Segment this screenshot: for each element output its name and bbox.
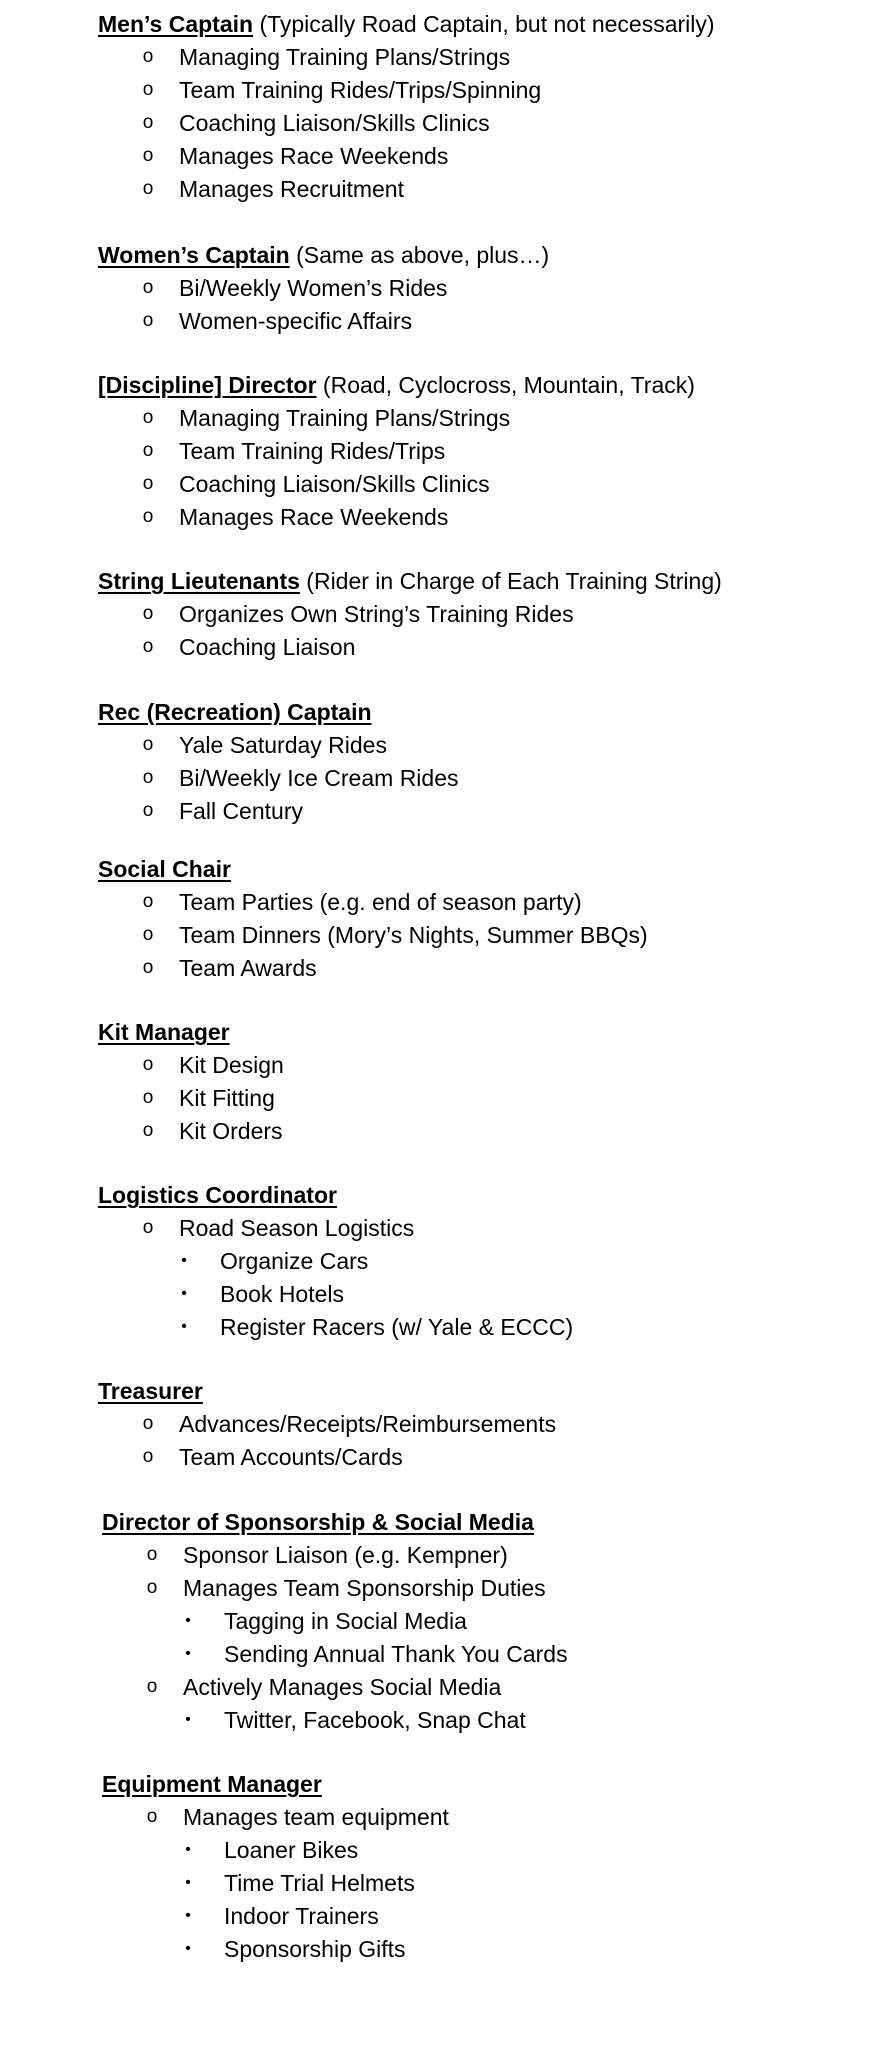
list-item-label: Team Parties (e.g. end of season party) xyxy=(179,889,582,915)
bullet-circle-icon: o xyxy=(142,924,154,945)
list-item-label: Sponsor Liaison (e.g. Kempner) xyxy=(183,1542,508,1568)
bullet-circle-icon: o xyxy=(142,178,154,199)
bullet-circle-icon: o xyxy=(142,1054,154,1075)
list-item-label: Organizes Own String’s Training Rides xyxy=(179,601,574,627)
bullet-circle-icon: o xyxy=(146,1806,158,1827)
bullet-circle-icon: o xyxy=(142,767,154,788)
list-item-label: Team Training Rides/Trips/Spinning xyxy=(179,77,542,103)
list-item-label: Kit Orders xyxy=(179,1118,283,1144)
section-title: Equipment Manager xyxy=(102,1771,322,1797)
bullet-circle-icon: o xyxy=(146,1544,158,1565)
list-item-label: Actively Manages Social Media xyxy=(183,1674,502,1700)
list-item-label: Bi/Weekly Women’s Rides xyxy=(179,275,448,301)
bullet-dot-icon: • xyxy=(185,1907,191,1924)
list-item-label: Managing Training Plans/Strings xyxy=(179,44,511,70)
list-item-label: Team Accounts/Cards xyxy=(179,1444,403,1470)
bullet-circle-icon: o xyxy=(142,1446,154,1467)
bullet-circle-icon: o xyxy=(146,1577,158,1598)
list-item-label: Manages Race Weekends xyxy=(179,143,449,169)
list-item-label: Manages Team Sponsorship Duties xyxy=(183,1575,546,1601)
section-heading xyxy=(102,1768,322,1800)
section-heading xyxy=(98,8,715,40)
bullet-circle-icon: o xyxy=(142,603,154,624)
bullet-dot-icon: • xyxy=(185,1645,191,1662)
section-note: (Road, Cyclocross, Mountain, Track) xyxy=(316,372,695,398)
bullet-circle-icon: o xyxy=(142,1087,154,1108)
list-item-label: Advances/Receipts/Reimbursements xyxy=(179,1411,557,1437)
bullet-dot-icon: • xyxy=(185,1940,191,1957)
bullet-circle-icon: o xyxy=(146,1676,158,1697)
section-heading xyxy=(98,1375,203,1407)
list-item-label: Manages Race Weekends xyxy=(179,504,449,530)
bullet-circle-icon: o xyxy=(142,800,154,821)
section-heading xyxy=(98,853,231,885)
list-item-label: Coaching Liaison/Skills Clinics xyxy=(179,110,490,136)
list-item-label: Book Hotels xyxy=(220,1281,345,1307)
bullet-dot-icon: • xyxy=(181,1252,187,1269)
section-note: (Rider in Charge of Each Training String) xyxy=(299,568,722,594)
section-title: Men’s Captain xyxy=(98,11,254,37)
section-heading xyxy=(98,1016,230,1048)
section-heading xyxy=(102,1506,534,1538)
section-heading xyxy=(98,696,372,728)
bullet-dot-icon: • xyxy=(185,1612,191,1629)
list-item-label: Coaching Liaison/Skills Clinics xyxy=(179,471,490,497)
list-item-label: Fall Century xyxy=(179,798,303,824)
bullet-circle-icon: o xyxy=(142,1217,154,1238)
bullet-dot-icon: • xyxy=(185,1874,191,1891)
section-title: Director of Sponsorship & Social Media xyxy=(102,1509,534,1535)
section-heading xyxy=(98,565,722,597)
bullet-circle-icon: o xyxy=(142,277,154,298)
list-item-label: Kit Design xyxy=(179,1052,284,1078)
list-item-label: Yale Saturday Rides xyxy=(179,732,387,758)
list-item-label: Women-specific Affairs xyxy=(179,308,413,334)
section-note: (Same as above, plus…) xyxy=(289,242,550,268)
section-heading xyxy=(98,369,695,401)
section-title: [Discipline] Director xyxy=(98,372,317,398)
bullet-circle-icon: o xyxy=(142,506,154,527)
list-item-label: Managing Training Plans/Strings xyxy=(179,405,511,431)
list-item-label: Tagging in Social Media xyxy=(224,1608,467,1634)
list-item-label: Loaner Bikes xyxy=(224,1837,359,1863)
bullet-circle-icon: o xyxy=(142,145,154,166)
list-item-label: Team Dinners (Mory’s Nights, Summer BBQs) xyxy=(179,922,648,948)
section-title: Social Chair xyxy=(98,856,231,882)
bullet-dot-icon: • xyxy=(181,1285,187,1302)
section-note: (Typically Road Captain, but not necessarily) xyxy=(253,11,715,37)
section-heading xyxy=(98,239,549,271)
bullet-circle-icon: o xyxy=(142,957,154,978)
section-title: Kit Manager xyxy=(98,1019,230,1045)
section-heading xyxy=(98,1179,337,1211)
list-item-label: Sponsorship Gifts xyxy=(224,1936,406,1962)
list-item-label: Indoor Trainers xyxy=(224,1903,379,1929)
list-item-label: Time Trial Helmets xyxy=(224,1870,415,1896)
bullet-circle-icon: o xyxy=(142,1413,154,1434)
list-item-label: Organize Cars xyxy=(220,1248,369,1274)
list-item-label: Bi/Weekly Ice Cream Rides xyxy=(179,765,459,791)
list-item-label: Register Racers (w/ Yale & ECCC) xyxy=(220,1314,574,1340)
bullet-circle-icon: o xyxy=(142,407,154,428)
bullet-circle-icon: o xyxy=(142,112,154,133)
bullet-circle-icon: o xyxy=(142,310,154,331)
list-item-label: Twitter, Facebook, Snap Chat xyxy=(224,1707,526,1733)
bullet-circle-icon: o xyxy=(142,79,154,100)
bullet-dot-icon: • xyxy=(185,1711,191,1728)
list-item-label: Kit Fitting xyxy=(179,1085,275,1111)
bullet-circle-icon: o xyxy=(142,440,154,461)
section-title: Rec (Recreation) Captain xyxy=(98,699,372,725)
bullet-dot-icon: • xyxy=(181,1318,187,1335)
section-title: Treasurer xyxy=(98,1378,203,1404)
section-title: String Lieutenants xyxy=(98,568,300,594)
bullet-circle-icon: o xyxy=(142,734,154,755)
bullet-circle-icon: o xyxy=(142,473,154,494)
list-item-label: Team Awards xyxy=(179,955,317,981)
list-item-label: Manages Recruitment xyxy=(179,176,404,202)
list-item-label: Team Training Rides/Trips xyxy=(179,438,446,464)
bullet-circle-icon: o xyxy=(142,46,154,67)
list-item-label: Road Season Logistics xyxy=(179,1215,415,1241)
section-title: Women’s Captain xyxy=(98,242,290,268)
bullet-circle-icon: o xyxy=(142,891,154,912)
bullet-circle-icon: o xyxy=(142,1120,154,1141)
list-item-label: Manages team equipment xyxy=(183,1804,449,1830)
bullet-dot-icon: • xyxy=(185,1841,191,1858)
list-item-label: Sending Annual Thank You Cards xyxy=(224,1641,568,1667)
list-item-label: Coaching Liaison xyxy=(179,634,356,660)
bullet-circle-icon: o xyxy=(142,636,154,657)
section-title: Logistics Coordinator xyxy=(98,1182,337,1208)
